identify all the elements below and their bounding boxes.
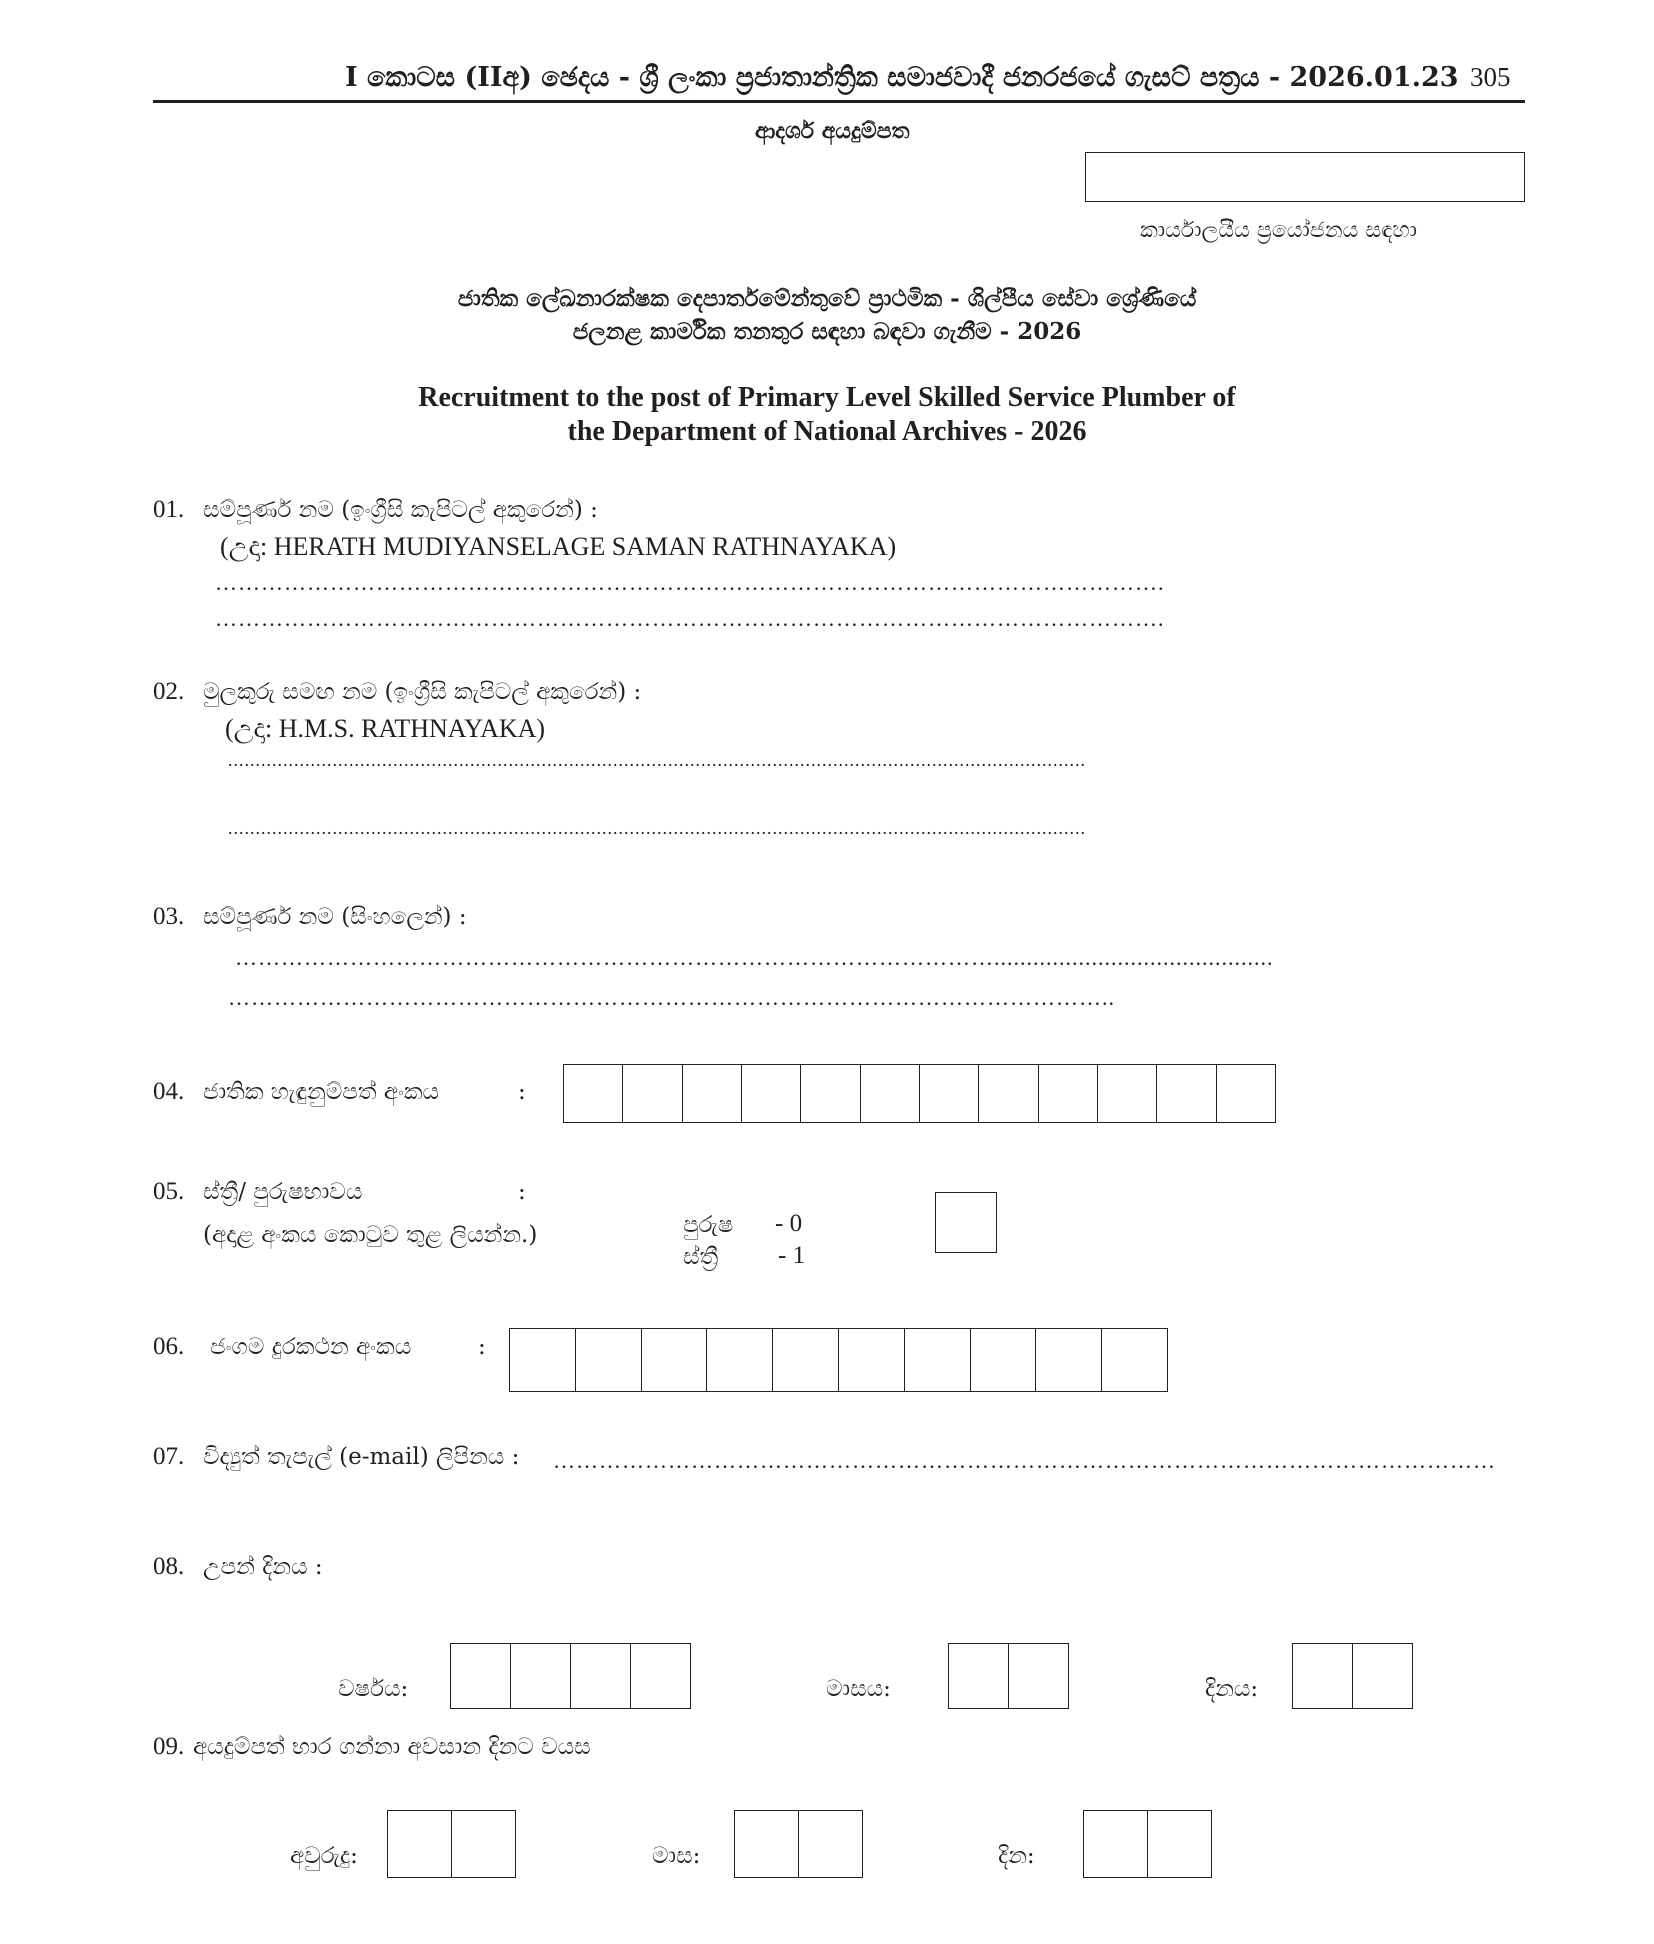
age-days-label: දින: bbox=[998, 1843, 1035, 1869]
gender-female-label: ස්ත්‍රී bbox=[683, 1244, 719, 1270]
field-09-label: අයදුම්පත් භාර ගන්නා අවසාන දිනට වයස bbox=[193, 1734, 591, 1760]
field-02-example: (උදා: H.M.S. RATHNAYAKA) bbox=[225, 714, 546, 743]
nic-digit-box[interactable] bbox=[920, 1065, 979, 1122]
gender-male-code: - 0 bbox=[775, 1210, 803, 1237]
mobile-digit-box[interactable] bbox=[576, 1329, 642, 1391]
dob-year-label: වර්ෂය: bbox=[338, 1676, 409, 1702]
field-07-label: විද්‍යුත් තැපැල් (e-mail) ලිපිනය : bbox=[203, 1444, 520, 1470]
header-divider bbox=[153, 100, 1525, 103]
mobile-digit-box[interactable] bbox=[642, 1329, 708, 1391]
field-05-colon: : bbox=[518, 1179, 526, 1205]
field-09-number: 09. bbox=[153, 1733, 185, 1760]
dob-month-label: මාසය: bbox=[826, 1676, 891, 1702]
field-02-line-2[interactable]: ............................................................................................................................................................ bbox=[228, 818, 1086, 838]
gender-female-code: - 1 bbox=[778, 1242, 806, 1269]
field-04-colon: : bbox=[518, 1079, 526, 1105]
dob-day-boxes[interactable] bbox=[1292, 1643, 1413, 1709]
mobile-digit-box[interactable] bbox=[1036, 1329, 1102, 1391]
nic-digit-box[interactable] bbox=[1098, 1065, 1157, 1122]
mobile-digit-box[interactable] bbox=[839, 1329, 905, 1391]
age-years-digit-box[interactable] bbox=[388, 1811, 452, 1877]
nic-digit-box[interactable] bbox=[1217, 1065, 1275, 1122]
age-years-digit-box[interactable] bbox=[452, 1811, 515, 1877]
age-days-digit-box[interactable] bbox=[1148, 1811, 1211, 1877]
mobile-digit-box[interactable] bbox=[510, 1329, 576, 1391]
dob-year-boxes[interactable] bbox=[450, 1643, 691, 1709]
mobile-digit-box[interactable] bbox=[707, 1329, 773, 1391]
age-months-boxes[interactable] bbox=[734, 1810, 863, 1878]
day-digit-box[interactable] bbox=[1353, 1644, 1412, 1708]
field-06-colon: : bbox=[478, 1334, 486, 1360]
age-days-digit-box[interactable] bbox=[1084, 1811, 1148, 1877]
nic-digit-box[interactable] bbox=[623, 1065, 682, 1122]
nic-digit-box[interactable] bbox=[742, 1065, 801, 1122]
field-02-number: 02. bbox=[153, 678, 185, 705]
field-05-note: (අදාළ අංකය කොටුව තුළ ලියන්න.) bbox=[203, 1222, 538, 1248]
dob-day-label: දිනය: bbox=[1205, 1676, 1259, 1702]
field-01-line-1[interactable]: ……………………………………………………………………………………………………………. bbox=[215, 570, 1165, 595]
field-02-line-1[interactable]: ............................................................................................................................................................ bbox=[228, 750, 1086, 770]
office-use-box[interactable] bbox=[1085, 152, 1525, 202]
age-months-label: මාස: bbox=[652, 1843, 701, 1869]
field-06-label: ජංගම දුරකථන අංකය bbox=[210, 1334, 412, 1360]
field-08-number: 08. bbox=[153, 1553, 185, 1580]
year-digit-box[interactable] bbox=[511, 1644, 571, 1708]
title-sinhala-line2: ජලනළ කාර්මික තනතුර සඳහා බඳවා ගැනීම - 2026 bbox=[572, 318, 1082, 345]
age-months-digit-box[interactable] bbox=[799, 1811, 862, 1877]
field-03-line-2[interactable]: …………………………………………………………………………………………………….. bbox=[228, 985, 1115, 1010]
nic-digit-box[interactable] bbox=[564, 1065, 623, 1122]
field-01-label: සම්පූර්ණ නම (ඉංග්‍රීසි කැපිටල් අකුරෙන්) : bbox=[203, 497, 598, 523]
day-digit-box[interactable] bbox=[1293, 1644, 1353, 1708]
year-digit-box[interactable] bbox=[631, 1644, 690, 1708]
field-07-number: 07. bbox=[153, 1443, 185, 1470]
mobile-digit-box[interactable] bbox=[971, 1329, 1037, 1391]
nic-digit-box[interactable] bbox=[1039, 1065, 1098, 1122]
field-05-label: ස්ත්‍රී/ පුරුෂභාවය bbox=[203, 1179, 363, 1205]
field-01-number: 01. bbox=[153, 496, 185, 523]
field-01-line-2[interactable]: ……………………………………………………………………………………………………………. bbox=[215, 606, 1165, 631]
month-digit-box[interactable] bbox=[1009, 1644, 1068, 1708]
title-english-line1: Recruitment to the post of Primary Level Skilled Service Plumber of bbox=[418, 382, 1236, 413]
nic-digit-box[interactable] bbox=[683, 1065, 742, 1122]
gender-male-label: පුරුෂ bbox=[683, 1212, 734, 1238]
title-sinhala-line1: ජාතික ලේඛනාරක්ෂක දෙපාර්තමේන්තුවේ ප්‍රාථමික - ශිල්පීය සේවා ශ්‍රේණියේ bbox=[457, 285, 1197, 312]
email-line[interactable]: …………………………………………………………………………………………………………… bbox=[553, 1448, 1496, 1473]
office-use-label: කාර්යාලයීය ප්‍රයෝජනය සඳහා bbox=[1140, 218, 1417, 243]
year-digit-box[interactable] bbox=[451, 1644, 511, 1708]
nic-digit-box[interactable] bbox=[979, 1065, 1038, 1122]
model-form-label: ආදර්ශ අයදුම්පත bbox=[755, 118, 910, 144]
nic-number-boxes[interactable] bbox=[563, 1064, 1276, 1123]
month-digit-box[interactable] bbox=[949, 1644, 1009, 1708]
dob-month-boxes[interactable] bbox=[948, 1643, 1069, 1709]
field-04-number: 04. bbox=[153, 1078, 185, 1105]
field-06-number: 06. bbox=[153, 1333, 185, 1360]
nic-digit-box[interactable] bbox=[861, 1065, 920, 1122]
gazette-header: I කොටස (IIඅ) ඡෙදය - ශ්‍රී ලංකා ප්‍රජාතාන්ත්‍රික සමාජවාදී ජනරජයේ ගැසට් පත්‍රය - 2026.01.23 bbox=[345, 62, 1459, 93]
nic-digit-box[interactable] bbox=[801, 1065, 860, 1122]
field-01-example: (උදා: HERATH MUDIYANSELAGE SAMAN RATHNAYAKA) bbox=[220, 532, 897, 561]
field-08-label: උපන් දිනය : bbox=[203, 1554, 323, 1580]
field-03-number: 03. bbox=[153, 903, 185, 930]
age-years-label: අවුරුදු: bbox=[290, 1843, 358, 1869]
field-03-line-1[interactable]: ………………………………………………………………………………………........................................... bbox=[235, 945, 1274, 970]
mobile-digit-box[interactable] bbox=[905, 1329, 971, 1391]
field-03-label: සම්පූර්ණ නම (සිංහලෙන්) : bbox=[203, 904, 467, 930]
field-02-label: මුලකුරු සමඟ නම (ඉංග්‍රීසි කැපිටල් අකුරෙන්) : bbox=[203, 679, 642, 705]
field-05-number: 05. bbox=[153, 1178, 185, 1205]
age-months-digit-box[interactable] bbox=[735, 1811, 799, 1877]
page-number: 305 bbox=[1470, 62, 1511, 92]
mobile-digit-box[interactable] bbox=[1102, 1329, 1167, 1391]
age-days-boxes[interactable] bbox=[1083, 1810, 1212, 1878]
nic-digit-box[interactable] bbox=[1157, 1065, 1216, 1122]
field-04-label: ජාතික හැඳුනුම්පත් අංකය bbox=[203, 1079, 440, 1105]
year-digit-box[interactable] bbox=[571, 1644, 631, 1708]
age-years-boxes[interactable] bbox=[387, 1810, 516, 1878]
title-english-line2: the Department of National Archives - 2026 bbox=[567, 416, 1087, 447]
mobile-number-boxes[interactable] bbox=[509, 1328, 1168, 1392]
mobile-digit-box[interactable] bbox=[773, 1329, 839, 1391]
gender-code-box[interactable] bbox=[935, 1192, 997, 1253]
